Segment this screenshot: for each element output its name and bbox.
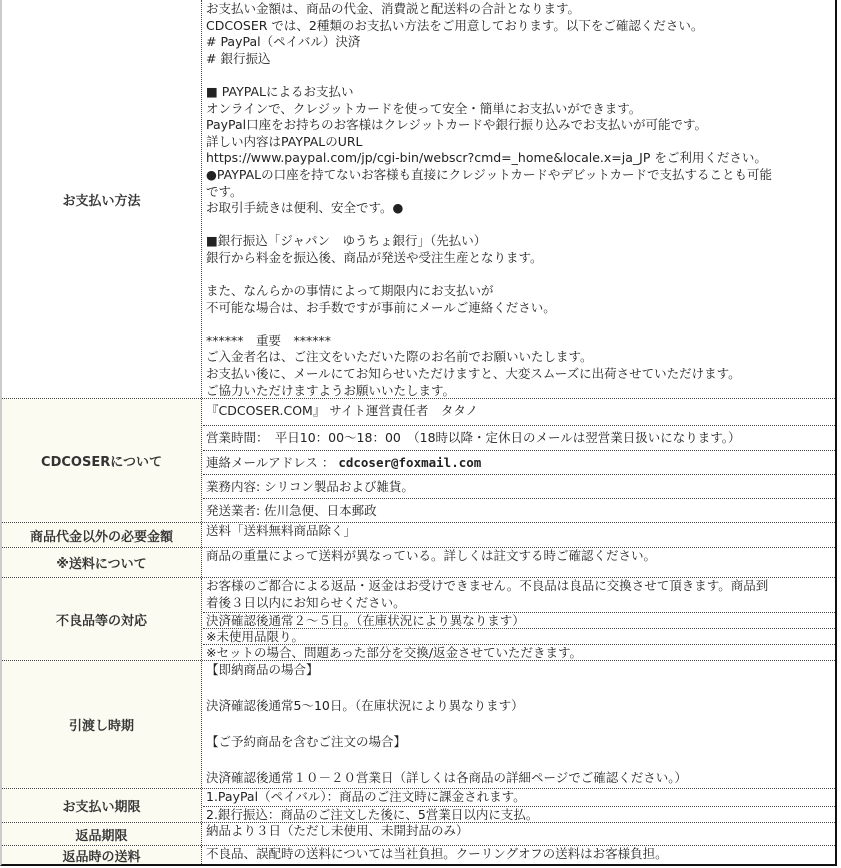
extra-value: 送料「送料無料商品除く」 [206, 523, 357, 538]
text-line: お取引手続きは便利、安全です。● [206, 200, 404, 216]
label-about: CDCOSERについて [2, 399, 202, 522]
text-line: ご入金者名は、ご注文をいただいた際のお名前でお願いいたします。 [206, 349, 593, 365]
text-line: お支払い金額は、商品の代金、消費説と配送料の合計となります。 [206, 1, 581, 16]
return-shipping-value: 不良品、誤配時の送料については当社負担。クーリングオフの送料はお客様負担。 [206, 846, 668, 861]
text-line [203, 217, 835, 234]
text-line: また、なんらかの事情によって期限内にお支払いが [206, 283, 494, 299]
text-line [203, 715, 835, 733]
text-line: オンラインで、クレジットカードを使って安全・簡単にお支払いができます。 [206, 100, 642, 116]
about-hours: 営業時間： 平日10：00～18：00 （18時以降・定休日のメールは翌営業日扱いになります。） [203, 425, 835, 450]
row-deadline [2, 788, 835, 822]
defect-line: 着後３日以内にお知らせください。 [206, 594, 406, 610]
deadline-bank: 2.銀行振込：商品のご注文した後に、5営業日以内に支払。 [203, 806, 835, 823]
row-shipping [2, 547, 835, 577]
label-return-period: 返品期限 [2, 823, 202, 845]
label-shipping: ※送料について [2, 548, 202, 577]
text-line: 不可能な場合は、お手数ですが事前にメールご連絡ください。 [206, 299, 556, 315]
text-line: ■銀行振込「ジャパン ゆうちょ銀行」（先払い） [206, 233, 487, 249]
text-line: です。 [206, 183, 243, 199]
text-line: CDCOSER では、2種類のお支払い方法をご用意しております。以下をご確認ください。 [206, 17, 704, 33]
label-extra: 商品代金以外の必要金額 [2, 523, 202, 547]
text-line [203, 316, 835, 333]
shipping-value: 商品の重量によって送料が異なっている。詳しくは註文する時ご確認ください。 [206, 548, 657, 563]
label-payment: お支払い方法 [2, 0, 202, 398]
about-carrier: 発送業者: 佐川急便、日本郵政 [203, 498, 835, 523]
text-line [203, 679, 835, 697]
text-line: ご協力いただけますようお願いいたします。 [206, 382, 456, 398]
defect-line: ※未使用品限り。 [203, 628, 835, 644]
row-delivery [2, 660, 835, 788]
label-return-shipping: 返品時の送料 [2, 846, 202, 864]
row-return-shipping [2, 845, 835, 864]
about-business: 業務内容: シリコン製品および雑貨。 [203, 474, 835, 498]
mail-link[interactable]: cdcoser@foxmail.com [338, 455, 482, 470]
label-defect: 不良品等の対応 [2, 578, 202, 660]
about-site: 『CDCOSER.COM』 サイト運営責任者 タタノ [206, 403, 479, 418]
row-extra [2, 522, 835, 547]
defect-line: お客様のご都合による返品・返金はお受けできません。不良品は良品に交換させて頂きます。商品到 [206, 578, 769, 593]
text-line: 決済確認後通常5～10日。（在庫状況により異なります） [206, 698, 524, 713]
delivery-description [203, 661, 835, 788]
row-payment [2, 0, 835, 398]
text-line: 【ご予約商品を含むご注文の場合】 [206, 734, 407, 749]
text-line: 【即納商品の場合】 [206, 662, 319, 677]
text-line: 銀行から料金を振込後、商品が発送や受注生産となります。 [206, 249, 543, 265]
return-period-value: 納品より３日（ただし未使用、未開封品のみ） [206, 823, 469, 838]
deadline-paypal: 1.PayPal（ペイバル）：商品のご注文時に課金されます。 [206, 789, 526, 804]
row-about [2, 398, 835, 522]
text-line: 決済確認後通常１０－２０営業日（詳しくは各商品の詳細ページでご確認ください。） [206, 770, 688, 785]
row-defect [2, 577, 835, 660]
text-line: ■ PAYPALによるお支払い [206, 83, 354, 99]
row-return-period [2, 822, 835, 845]
text-line: お支払い後に、メールにてお知らせいただけますと、大変スムーズに出荷させていただけます。 [206, 366, 741, 382]
text-line: PayPal口座をお持ちのお客様はクレジットカードや銀行振り込みでお支払いが可能です。 [206, 117, 707, 133]
text-line: ****** 重要 ****** [206, 332, 332, 348]
text-line: # PayPal（ペイバル）決済 [206, 34, 361, 50]
text-line [203, 267, 835, 284]
payment-description [203, 0, 835, 398]
text-line [203, 751, 835, 769]
defect-line: 決済確認後通常２～５日。（在庫状況により異なります） [203, 612, 835, 628]
text-line: ●PAYPALの口座を持てないお客様も直接にクレジットカードやデビットカードで支払することも可能 [206, 166, 773, 182]
text-line: # 銀行振込 [206, 50, 271, 66]
text-line: 詳しい内容はPAYPALのURL [206, 133, 363, 149]
label-delivery: 引渡し時期 [2, 661, 202, 788]
defect-line: ※セットの場合、問題あった部分を交換/返金させていただきます。 [203, 644, 835, 661]
text-line: https://www.paypal.com/jp/cgi-bin/webscr?cmd=_home&locale.x=ja_JP をご利用ください。 [206, 150, 767, 166]
text-line [203, 67, 835, 84]
about-mail: 連絡メールアドレス ： cdcoser@foxmail.com [203, 450, 835, 474]
label-deadline: お支払い期限 [2, 789, 202, 822]
